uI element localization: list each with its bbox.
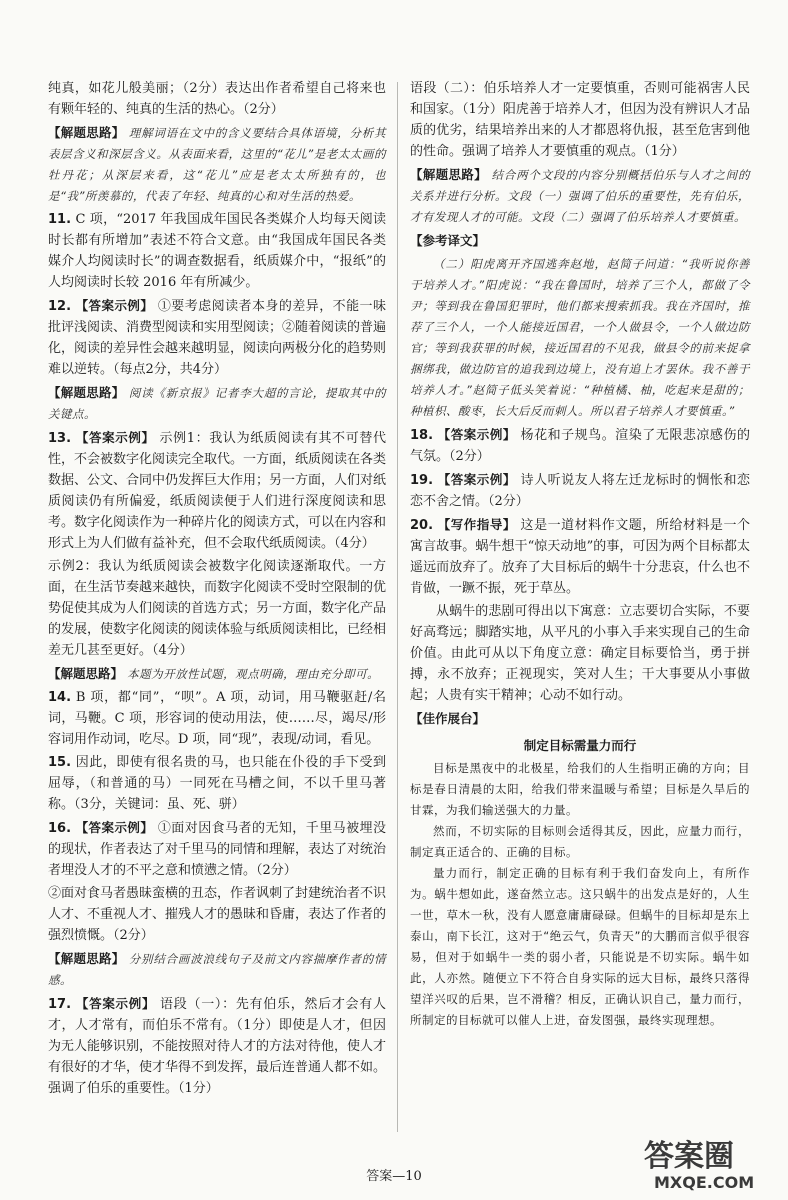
essay-paragraph: 然而，不切实际的目标则会适得其反，因此，应量力而行，制定真正适合的、正确的目标。 [410,824,750,859]
question-number: 13. [48,431,72,446]
q16-hint [48,948,386,991]
sample-essay-tag: 【佳作展台】 [410,711,486,726]
answer-text: 诗人听说友人将左迁龙标时的惆怅和恋恋不舍之情。（2分） [410,473,750,509]
question-number: 15. [48,755,72,770]
answer-example-tag: 【答案示例】 [437,472,516,487]
q16-answer-2: ②面对食马者愚昧蛮横的丑态，作者讽刺了封建统治者不识人才、不重视人才、摧残人才的愚昧和昏庸，表达了作者的强烈愤慨。（2分） [48,886,387,943]
q12-answer [48,295,386,380]
question-number: 17. [48,997,72,1012]
hint-text: 阅读《新京报》记者李大超的言论，提取其中的关键点。 [48,386,386,421]
essay-heading [410,708,750,730]
answer-text: 示例1：我认为纸质阅读有其不可替代性，不会被数字化阅读完全取代。一方面，纸质阅读在各类数据、公文、合同中仍发挥巨大作用；另一方面，人们对纸质阅读仍有所偏爱，纸质阅读便于人们进行深度阅读和思考。数字化阅读作为一种碎片化的阅读方式，可以在内容和形式上为人们做有益补充，但不会取代纸质阅读。（4分） [48,431,387,551]
q17-hint [410,164,750,228]
site-watermark-logo [640,1128,780,1194]
writing-guide-tag: 【写作指导】 [437,517,516,532]
hint-text: 理解词语在文中的含义要结合具体语境，分析其表层含义和深层含义。从表面来看，这里的“花儿”是老太太画的牡丹花；从深层来看，这“花儿”应是老太太所独有的，也是“我”所羡慕的，代表了年轻、纯真的心和对生活的热爱。 [48,126,386,203]
hint-tag: 【解题思路】 [48,125,125,140]
answer-text: C 项，“2017 年我国成年国民各类媒介人均每天阅读时长都有所增加”表述不符合文意。由“我国成年国民各类媒介人均阅读时长”的调查数据看，纸质媒介中，“报纸”的人均阅读时长较 2016 年有所减少。 [48,212,386,290]
left-column [48,78,386,1101]
answer-example-tag: 【答案示例】 [75,298,154,313]
q19-answer [410,469,750,512]
q15-answer [48,752,386,815]
answer-text: ①面对因食马者的无知，千里马被埋没的现状，作者表达了对千里马的同情和理解，表达了对统治者埋没人才的不平之意和愤懑之情。（2分） [48,821,387,878]
q13-answer-2: 示例2：我认为纸质阅读会被数字化阅读逐渐取代。一方面，在生活节奏越来越快，而数字化阅读不受时空限制的优势促使其成为人们阅读的首选方式；另一方面，数字化产品的发展，使数字化阅读的阅读体验与纸质阅读相比，已经相差无几甚至更好。（4分） [48,559,387,658]
answer-example-tag: 【答案示例】 [437,427,516,442]
answer-text: 因此，即使有很名贵的马，也只能在仆役的手下受到屈辱，（和普通的马）一同死在马槽之间，不以千里马著称。（3分，关键词：虽、死、骈） [48,755,386,812]
translation-text: （二）阳虎离开齐国逃奔赵地，赵简子问道：“我听说你善于培养人才。”阳虎说：“我在鲁国时，培养了三个人，都做了令尹；等到我在鲁国犯罪时，他们都来搜索抓我。我在齐国时，推荐了三个人，一个人能接近国君，一个人做县令，一个人做边防官；等到我获罪的时候，接近国君的不见我，做县令的前来捉拿捆绑我，做边防官的追我到边境上，没有追上才罢休。我不善于培养人才。”赵简子低头笑着说：“种植橘、柚，吃起来是甜的；种植枳、酸枣，长大后反而刺人。所以君子培养人才要慎重。” [410,257,750,418]
question-number: 12. [48,299,72,314]
answer-text: ①要考虑阅读者本身的差异，不能一味批评浅阅读、消费型阅读和实用型阅读；②随着阅读的普遍化，阅读的差异性会越来越明显，阅读向两极分化的趋势则难以逆转。（每点2分，共4分） [48,299,387,377]
translation-tag: 【参考译文】 [410,233,486,248]
essay-paragraph: 量力而行，制定正确的目标有利于我们奋发向上，有所作为。蜗牛想如此，遂奋然立志。这只蜗牛的出发点是好的，人生一世，草木一秋，没有人愿意庸庸碌碌。但蜗牛的目标却是东上泰山，南下长江，这对于“绝云气，负青天”的大鹏而言似乎很容易，但对于如蜗牛一类的弱小者，只能说是不切实际。蜗牛如此，人亦然。随便立下不符合自身实际的远大目标，最终只落得望洋兴叹的后果，岂不滑稽？相反，正确认识自己，量力而行，所制定的目标就可以催人上进，奋发图强，最终实现理想。 [410,866,750,1027]
watermark-line1: 答案圈 [644,1139,734,1174]
page-footer: 答案—10 [366,1169,422,1184]
hint-tag: 【解题思路】 [48,951,125,966]
answer-text: 语段（一）：先有伯乐，然后才会有人才，人才常有，而伯乐不常有。（1分）即使是人才，但因为无人能够识别，不能按照对待人才的方法对待他，使人才有很好的才华，使才华得不到发挥，最后连普通人都不如。强调了伯乐的重要性。（1分） [48,997,387,1096]
q18-answer [410,424,750,467]
q17-answer [48,993,386,1099]
q17-answer-cont: 语段（二）：伯乐培养人才一定要慎重，否则可能祸害人民和国家。（1分）阳虎善于培养人才，但因为没有辨识人才品质的优劣，结果培养出来的人才都恩将仇报，甚至危害到他的性命。强调了培养人才要慎重的观点。（1分） [410,81,750,159]
q14-answer [48,687,386,750]
question-number: 20. [410,518,434,533]
answer-example-tag: 【答案示例】 [75,996,156,1011]
q20-guide [410,514,750,599]
hint-text: 分别结合画波浪线句子及前文内容揣摩作者的情感。 [48,952,386,987]
hint-text: 本题为开放性试题，观点明确，理由充分即可。 [127,667,380,681]
column-divider [397,82,398,1132]
q11-answer [48,209,386,293]
hint-text: 结合两个文段的内容分别概括伯乐与人才之间的关系并进行分析。文段（一）强调了伯乐的重要性，先有伯乐，才有发现人才的可能。文段（二）强调了伯乐培养人才要慎重。 [410,168,750,224]
hint-tag: 【解题思路】 [48,385,125,400]
q10-hint [48,122,386,207]
q13-answer-1 [48,427,386,554]
q16-answer-1 [48,817,386,881]
answer-text: B 项，都“同”，“呗”。A 项，动词，用马鞭驱赶/名词，马鞭。C 项，形容词的使动用法，使……尽，竭尽/形容词用作动词，吃尽。D 项，同“现”，表现/动词，看见。 [48,690,387,747]
answer-example-tag: 【答案示例】 [75,430,155,445]
question-number: 19. [410,473,434,488]
hint-tag: 【解题思路】 [410,167,487,182]
hint-tag: 【解题思路】 [48,666,124,681]
translation-heading [410,230,750,252]
answer-example-tag: 【答案示例】 [75,820,154,835]
q10-answer-end: 纯真，如花儿般美丽；（2分）表达出作者希望自己将来也有颗年轻的、纯真的生活的热心。（2分） [48,81,386,117]
q20-guide-2: 从蜗牛的悲剧可得出以下寓意：立志要切合实际，不要好高骛远；脚踏实地，从平凡的小事入手来实现自己的生命价值。由此可从以下角度立意：确定目标要恰当，勇于拼搏，永不放弃；正视现实，笑对人生；干大事要从小事做起；人贵有实干精神；心动不如行动。 [410,604,750,703]
answer-text: 杨花和子规鸟。渲染了无限悲凉感伤的气氛。（2分） [410,428,750,464]
q13-hint [48,663,386,685]
answer-text: 这是一道材料作文题，所给材料是一个寓言故事。蜗牛想干“惊天动地”的事，可因为两个目标都太遥远而放弃了。放弃了大目标后的蜗牛十分悲哀，什么也不肯做，一蹶不振，死于草丛。 [410,518,750,596]
q12-hint [48,382,386,425]
question-number: 18. [410,428,434,443]
question-number: 14. [48,690,72,705]
essay-paragraph: 目标是黑夜中的北极星，给我们的人生指明正确的方向；目标是春日清晨的太阳，给我们带来温暖与希望；目标是久旱后的甘霖，为我们输送强大的力量。 [410,761,750,817]
essay-title: 制定目标需量力而行 [523,738,637,753]
question-number: 11. [48,212,72,227]
watermark-line2: MXQE.COM [654,1173,755,1192]
right-column [410,78,750,1031]
question-number: 16. [48,821,72,836]
